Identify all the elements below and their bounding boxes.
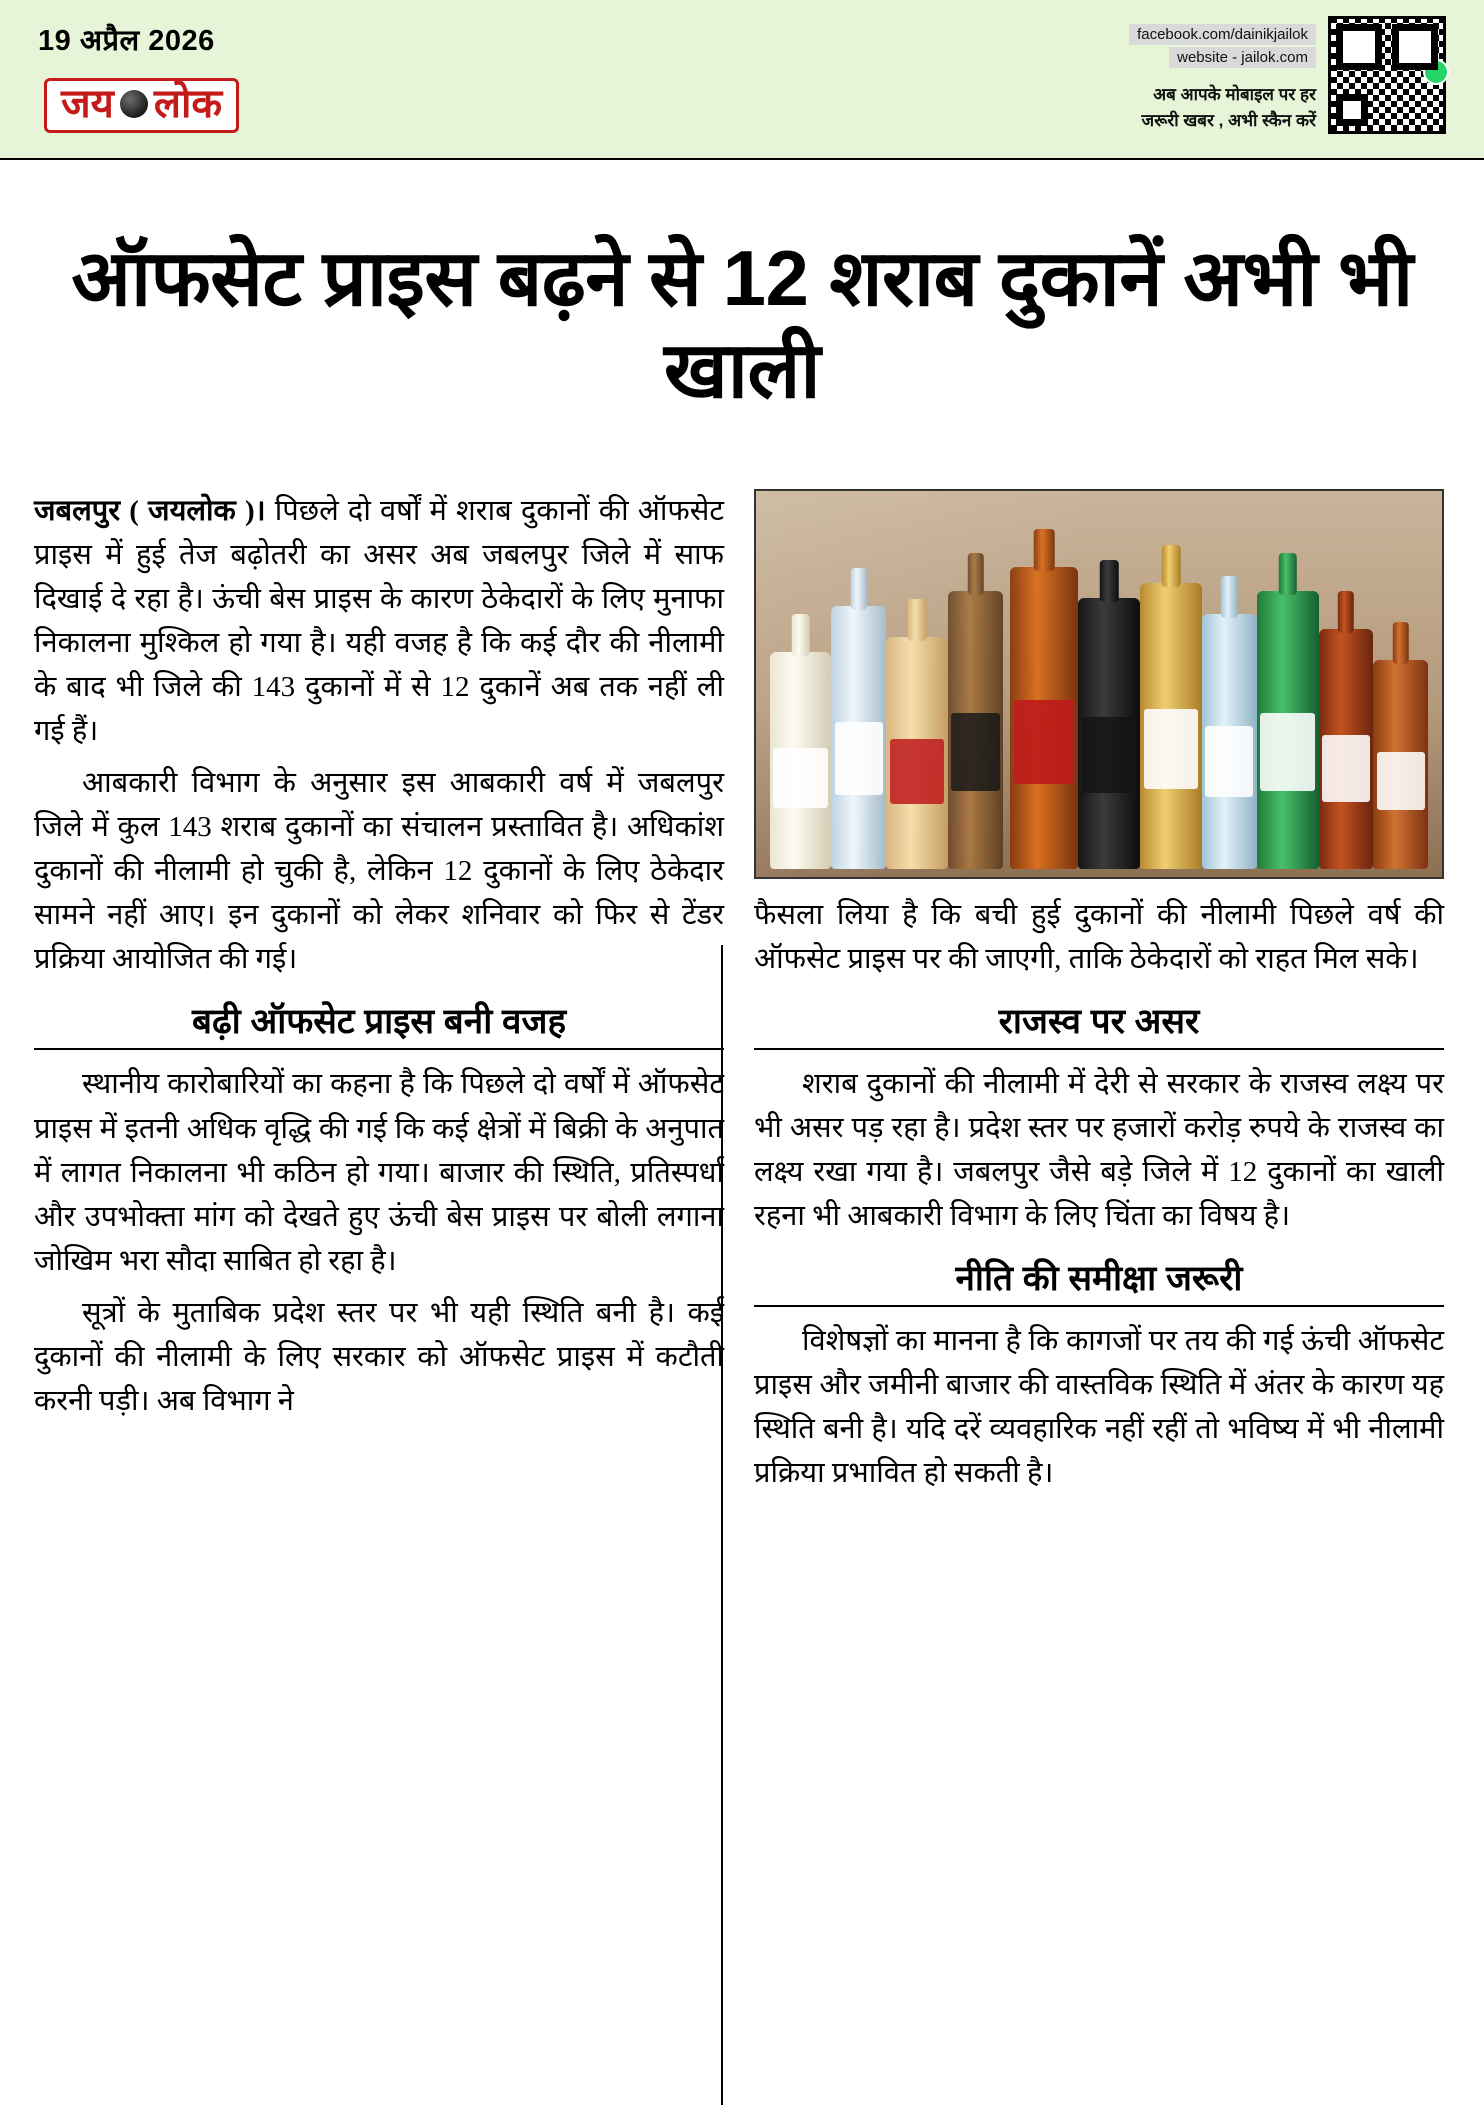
promo-hindi-line-1: अब आपके मोबाइल पर हर — [1153, 85, 1316, 104]
subheading-2-rule — [754, 1048, 1444, 1050]
article-body — [0, 475, 1484, 1504]
whatsapp-icon — [1423, 59, 1449, 85]
subheading-3-rule — [754, 1305, 1444, 1307]
paragraph-1 — [34, 489, 724, 753]
dateline: जबलपुर ( जयलोक )। — [34, 494, 266, 527]
paragraph-2: आबकारी विभाग के अनुसार इस आबकारी वर्ष में जबलपुर जिले में कुल 143 शराब दुकानों का संचालन प्रस्तावित है। अधिकांश दुकानों की नीलामी हो चुकी है, लेकिन 12 दुकानों के लिए ठेकेदार सामने नहीं आए। इन दुकानों को लेकर शनिवार को फिर से टेंडर प्रक्रिया आयोजित की गई। — [34, 767, 724, 976]
subheading-2: राजस्व पर असर — [998, 1001, 1200, 1041]
facebook-link[interactable]: facebook.com/dainikjailok — [1129, 24, 1316, 45]
subheading-1: बढ़ी ऑफसेट प्राइस बनी वजह — [191, 1002, 567, 1042]
page-title: ऑफसेट प्राइस बढ़ने से 12 शराब दुकानें अभी भी खाली — [71, 234, 1413, 415]
masthead — [0, 0, 1484, 160]
publication-date: 19 अप्रैल 2026 — [38, 25, 215, 57]
promo-hindi-line-2: जरूरी खबर , अभी स्कैन करें — [1141, 110, 1316, 130]
qr-finder-bottom-left — [1336, 94, 1368, 126]
promo-block — [1129, 16, 1446, 134]
paragraph-4: सूत्रों के मुताबिक प्रदेश स्तर पर भी यही स्थिति बनी है। कई दुकानों की नीलामी के लिए सरकार को ऑफसेट प्राइस में कटौती करनी पड़ी। अब विभाग ने — [34, 1296, 724, 1417]
promo-text — [1129, 16, 1316, 133]
subheading-3: नीति की समीक्षा जरूरी — [955, 1259, 1243, 1299]
paragraph-5: फैसला लिया है कि बची हुई दुकानों की नीलामी पिछले वर्ष की ऑफसेट प्राइस पर की जाएगी, ताकि ठेकेदारों को राहत मिल सके। — [754, 898, 1444, 975]
paragraph-1-text: पिछले दो वर्षों में शराब दुकानों की ऑफसेट प्राइस में हुई तेज बढ़ोतरी का असर अब जबलपुर जिले में साफ दिखाई दे रहा है। ऊंची बेस प्राइस के कारण ठेकेदारों के लिए मुनाफा निकालना मुश्किल हो गया है। यही वजह है कि कई दौर की नीलामी के बाद भी जिले की 143 दुकानों में से 12 दुकानें अब तक नहीं ली गई हैं। — [34, 494, 724, 747]
newspaper-logo[interactable] — [44, 78, 239, 133]
photo-gloss — [756, 491, 1442, 877]
left-column — [34, 489, 724, 1504]
website-link[interactable]: website - jailok.com — [1169, 47, 1316, 68]
paragraph-3: स्थानीय कारोबारियों का कहना है कि पिछले दो वर्षों में ऑफसेट प्राइस में इतनी अधिक वृद्धि की गई कि कई क्षेत्रों में बिक्री के अनुपात में लागत निकालना भी कठिन हो गया। बाजार की स्थिति, प्रतिस्पर्धा और उपभोक्ता मांग को देखते हुए ऊंची बेस प्राइस पर बोली लगाना जोखिम भरा सौदा साबित हो रहा है। — [34, 1068, 724, 1277]
subheading-1-rule — [34, 1048, 724, 1050]
logo-text-right: लोक — [153, 82, 223, 126]
right-column — [754, 489, 1444, 1504]
liquor-bottles-photo — [754, 489, 1444, 879]
paragraph-6: शराब दुकानों की नीलामी में देरी से सरकार के राजस्व लक्ष्य पर भी असर पड़ रहा है। प्रदेश स्तर पर हजारों करोड़ रुपये के राजस्व का लक्ष्य रखा गया है। जबलपुर जैसे बड़े जिले में 12 दुकानों का खाली रहना भी आबकारी विभाग के लिए चिंता का विषय है। — [754, 1067, 1444, 1232]
logo-text-left: जय — [61, 82, 114, 126]
globe-icon — [120, 90, 148, 118]
paragraph-7: विशेषज्ञों का मानना है कि कागजों पर तय की गई ऊंची ऑफसेट प्राइस और जमीनी बाजार की वास्तविक स्थिति में अंतर के कारण यह स्थिति बनी है। यदि दरें व्यवहारिक नहीं रहीं तो भविष्य में भी नीलामी प्रक्रिया प्रभावित हो सकती है। — [754, 1325, 1444, 1490]
qr-code-icon[interactable] — [1328, 16, 1446, 134]
